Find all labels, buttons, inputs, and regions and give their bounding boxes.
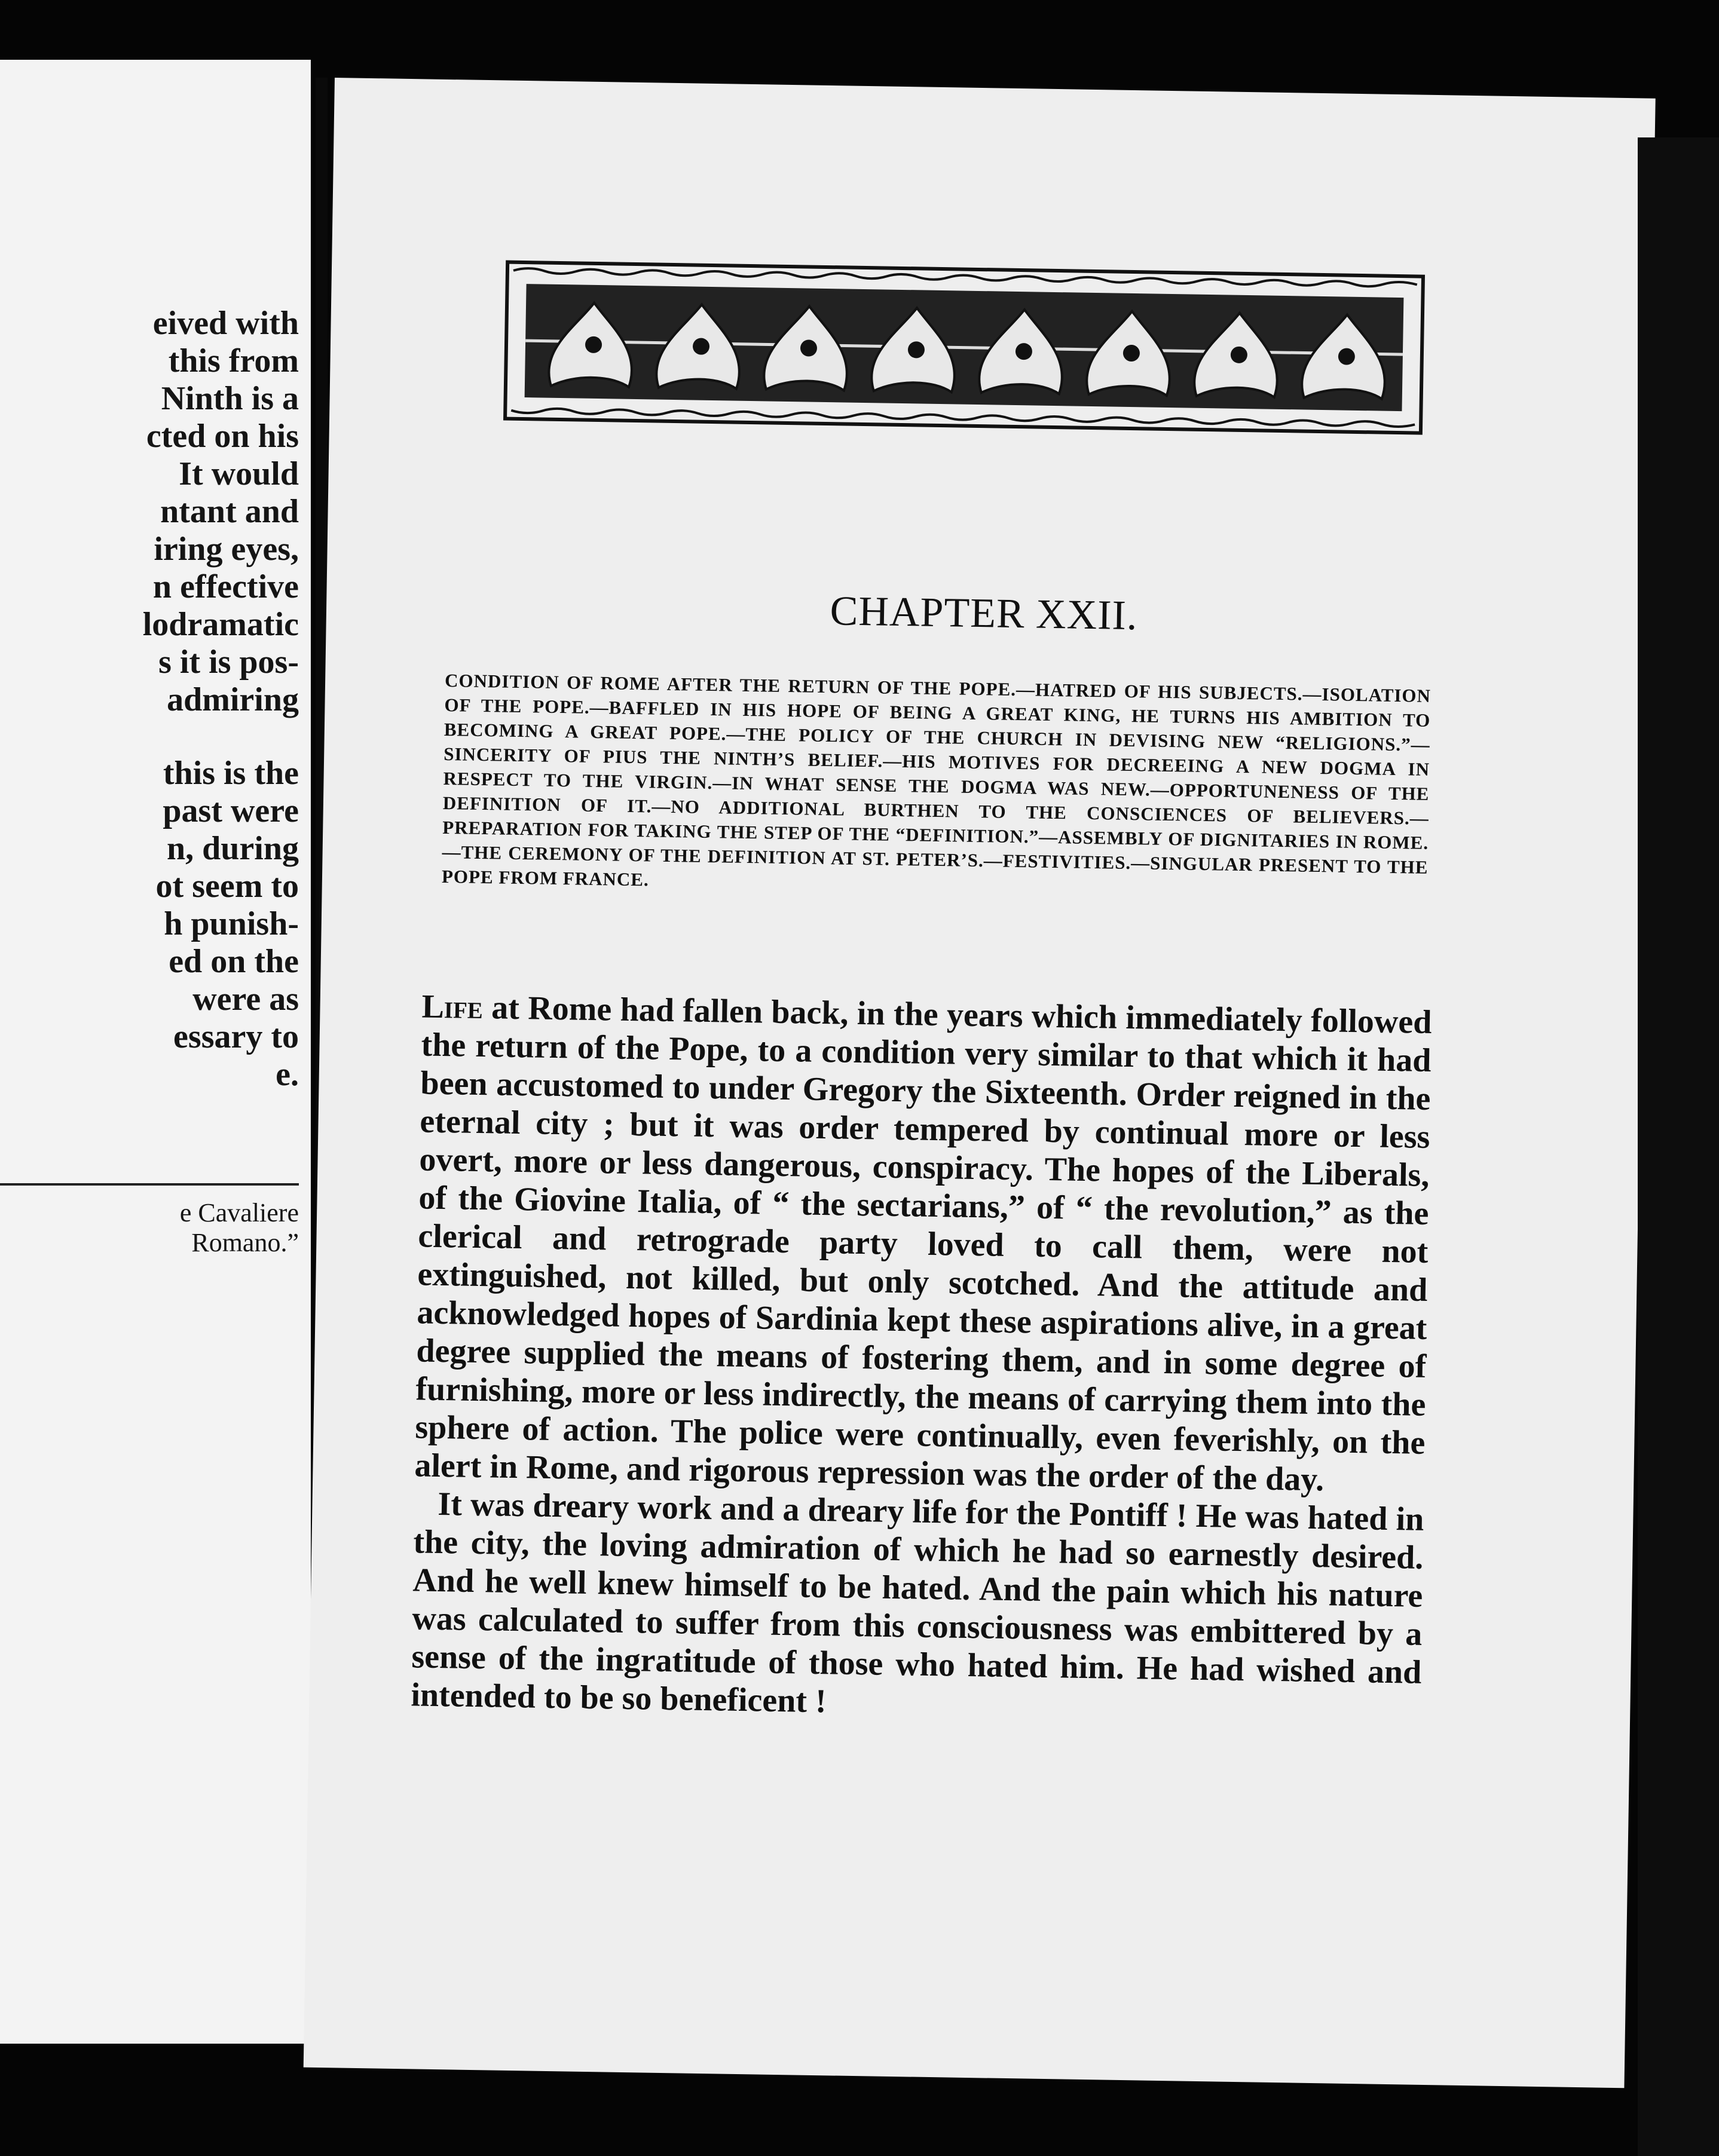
body-text [411,987,1432,1729]
left-line: past were [163,792,299,829]
left-line: lodramatic [142,606,299,643]
footnote-rule [0,1183,299,1186]
left-line: were as [192,981,299,1018]
left-line: ed on the [169,943,299,980]
left-line: ot seem to [155,868,299,905]
right-page [304,78,1656,2088]
left-line: cted on his [146,418,299,455]
left-line: this is the [163,755,299,792]
opening-word: Life [421,988,484,1027]
paragraph-text: at Rome had fallen back, in the years which immediately followed the return of the Pope, to a condition very similar to that which it had been accustomed to under Gregory the Sixteenth. Order reigned in the eternal city ; but it was order tempered by continual more or less overt, more or less dangerous, conspiracy. The hopes of the Liberals, of the Giovine Italia, of “ the sectarians,” of “ the revolution,” as the clerical and retrograde party loved to call them, were not extinguished, not killed, but only scotched. And the attitude and acknowledged hopes of Sardinia kept these aspirations alive, in a great degree supplied the means of fostering them, and in some degree of furnishing, more or less indirectly, the means of carrying them into the sphere of action. The police were continually, even feverishly, on the alert in Rome, and rigorous repression was the order of the day. [414,989,1432,1499]
left-line: h punish- [164,905,299,942]
left-page [0,60,311,2044]
left-footnote [180,1198,299,1258]
left-line: eived with [152,305,299,342]
ornamental-headpiece [503,260,1426,436]
chapter-title: CHAPTER XXII. [830,588,1138,639]
paragraph: It was dreary work and a dreary life for the Pontiff ! He was hated in the city, the loving admiration of which he had so earnestly desired. And he well knew himself to be hated. And the pain which his nature was calculated to suffer from this consciousness was embittered by a sense of the ingratitude of those who hated him. He had wished and intended to be so beneficent ! [411,1486,1424,1720]
left-line: admiring [167,681,299,718]
chapter-summary: CONDITION OF ROME AFTER THE RETURN OF THE POPE.—HATRED OF HIS SUBJECTS.—ISOLATION OF THE POPE.—BAFFLED IN HIS HOPE OF BEING A GREAT KING, HE TURNS HIS AMBITION TO BECOMING A GREAT POPE.—THE POLICY OF THE CHURCH IN DEVISING NEW “RELIGIONS.”—SINCERITY OF PIUS THE NINTH’S BELIEF.—HIS MOTIVES FOR DECREEING A NEW DOGMA IN RESPECT TO THE VIRGIN.—IN WHAT SENSE THE DOGMA WAS NEW.—OPPORTUNENESS OF THE DEFINITION OF IT.—NO ADDITIONAL BURTHEN TO THE CONSCIENCES OF BELIEVERS.—PREPARATION FOR TAKING THE STEP OF THE “DEFINITION.”—ASSEMBLY OF DIGNITARIES IN ROME.—THE CEREMONY OF THE DEFINITION AT ST. PETER’S.—FESTIVITIES.—SINGULAR PRESENT TO THE POPE FROM FRANCE. [441,670,1432,890]
left-line: n, during [167,830,299,867]
left-line: essary to [173,1018,299,1055]
left-page-text [0,305,299,1094]
left-line: this from [168,342,299,379]
left-line: iring eyes, [154,531,299,568]
page-shadow [1638,137,1719,2156]
footnote-line: e Cavaliere [179,1198,299,1227]
left-line: ntant and [160,493,299,530]
paragraph [414,987,1432,1500]
footnote-line: Romano.” [191,1228,299,1257]
left-line: e. [276,1056,299,1093]
left-line: s it is pos- [158,644,299,681]
left-line: n effective [152,568,299,605]
left-line: It would [179,455,299,492]
left-line: Ninth is a [161,380,299,417]
